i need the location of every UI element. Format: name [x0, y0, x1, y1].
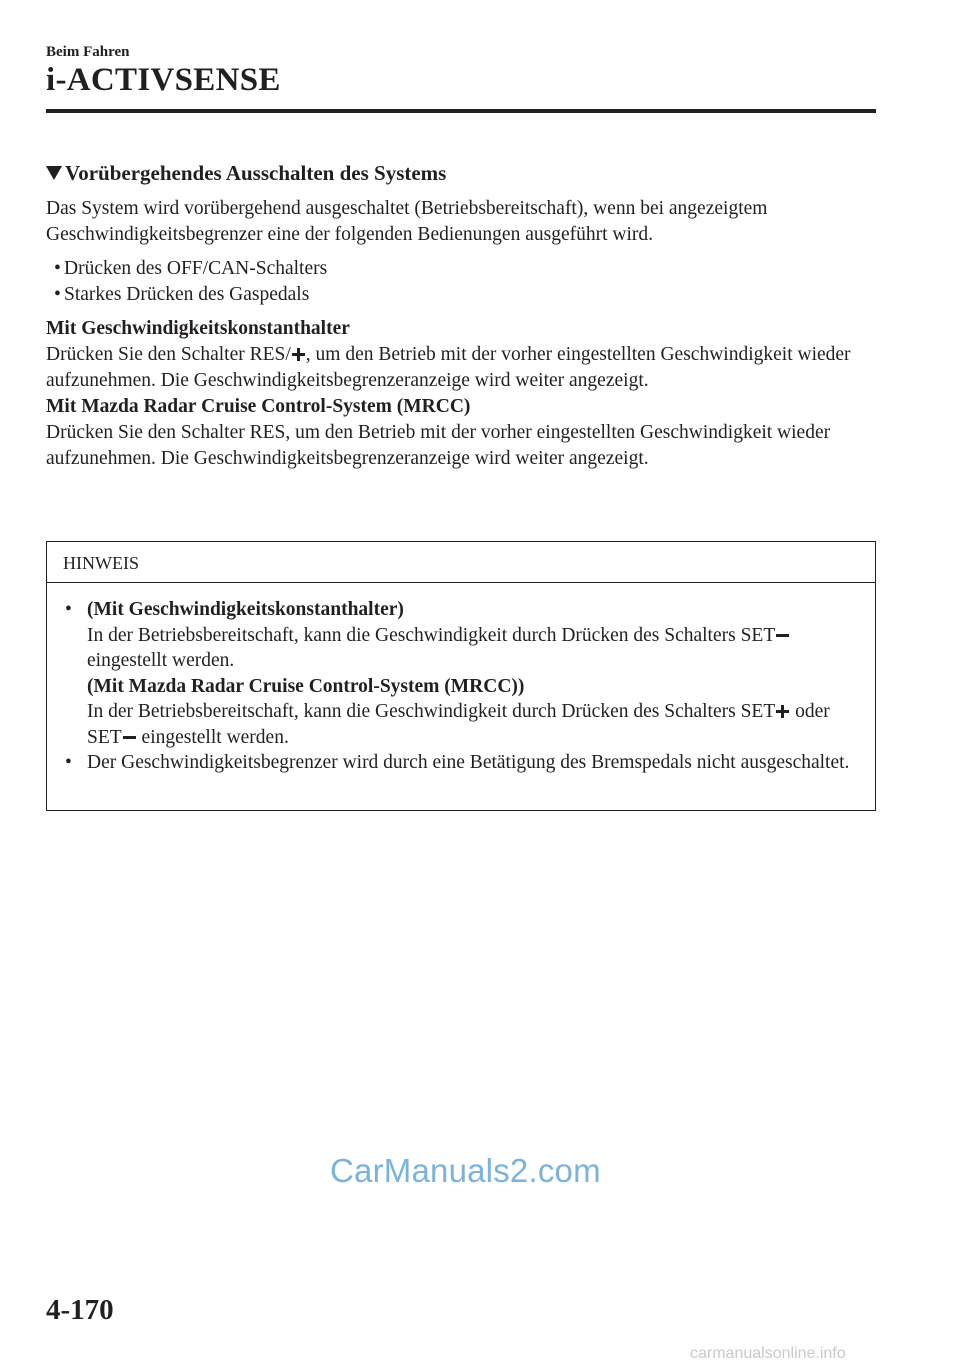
bullet-list: [54, 256, 876, 308]
watermark-text: CarManuals2.com: [330, 1152, 601, 1189]
main-content: [46, 160, 876, 472]
subheading-text: Vorübergehendes Ausschalten des Systems: [65, 161, 447, 185]
note-subheading: (Mit Geschwindigkeitskonstanthalter): [87, 599, 404, 620]
note-subheading: (Mit Mazda Radar Cruise Control-System (MRCC)): [87, 675, 525, 697]
subheading: [46, 160, 876, 186]
section-title: i-ACTIVSENSE: [46, 62, 281, 98]
chapter-label: Beim Fahren: [46, 44, 130, 60]
list-item-text: Starkes Drücken des Gaspedals: [64, 284, 310, 305]
page-number: 4-170: [46, 1294, 114, 1326]
note-text: Der Geschwindigkeitsbegrenzer wird durch eine Betätigung des Bremspedals nicht ausgeschaltet.: [87, 752, 850, 773]
header-rule: [46, 109, 876, 113]
mrcc-paragraph: Drücken Sie den Schalter RES, um den Betrieb mit der vorher eingestellten Geschwindigkeit wieder aufzunehmen. Die Geschwindigkeitsbegrenzeranzeige wird weiter angezeigt.: [46, 422, 831, 469]
list-item: • Starkes Drücken des Gaspedals: [54, 284, 310, 305]
note-item: • Der Geschwindigkeitsbegrenzer wird durch eine Betätigung des Bremspedals nicht ausgeschaltet.: [63, 750, 855, 776]
note-body: [47, 583, 875, 776]
minus-icon: [123, 731, 136, 744]
intro-paragraph: Das System wird vorübergehend ausgeschaltet (Betriebsbereitschaft), wenn bei angezeigtem Geschwindigkeitsbegrenzer eine der folgenden Bedienungen ausgeführt wird.: [46, 198, 768, 245]
note-item: • (Mit Geschwindigkeitskonstanthalter) In der Betriebsbereitschaft, kann die Geschwindigkeit durch Drücken des Schalters SET eingestellt werden. (Mit Mazda Radar Cruise Control-System (MRCC)) In der Betriebsbereitschaft, kann die Geschwindigkeit durch Drücken des Schalters SET oder SET eingestellt werden.: [63, 597, 855, 750]
list-item: • Drücken des OFF/CAN-Schalters: [54, 258, 328, 279]
footer-site-text: carmanualsonline.info: [690, 1345, 846, 1362]
triangle-down-icon: [46, 166, 62, 180]
note-box: [46, 541, 876, 811]
plus-icon: [776, 705, 789, 718]
plus-icon: [292, 348, 305, 361]
note-title: HINWEIS: [47, 542, 875, 583]
cruise-heading: Mit Geschwindigkeitskonstanthalter: [46, 318, 350, 339]
cruise-paragraph: Drücken Sie den Schalter RES/ , um den Betrieb mit der vorher eingestellten Geschwindigkeit wieder aufzunehmen. Die Geschwindigkeitsbegrenzeranzeige wird weiter angezeigt.: [46, 344, 851, 391]
note-text: In der Betriebsbereitschaft, kann die Geschwindigkeit durch Drücken des Schalters SET oder SET eingestellt werden.: [87, 701, 830, 748]
note-text: In der Betriebsbereitschaft, kann die Geschwindigkeit durch Drücken des Schalters SET eingestellt werden.: [87, 623, 855, 674]
mrcc-heading: Mit Mazda Radar Cruise Control-System (MRCC): [46, 396, 471, 417]
minus-icon: [776, 629, 789, 642]
list-item-text: Drücken des OFF/CAN-Schalters: [64, 258, 328, 279]
